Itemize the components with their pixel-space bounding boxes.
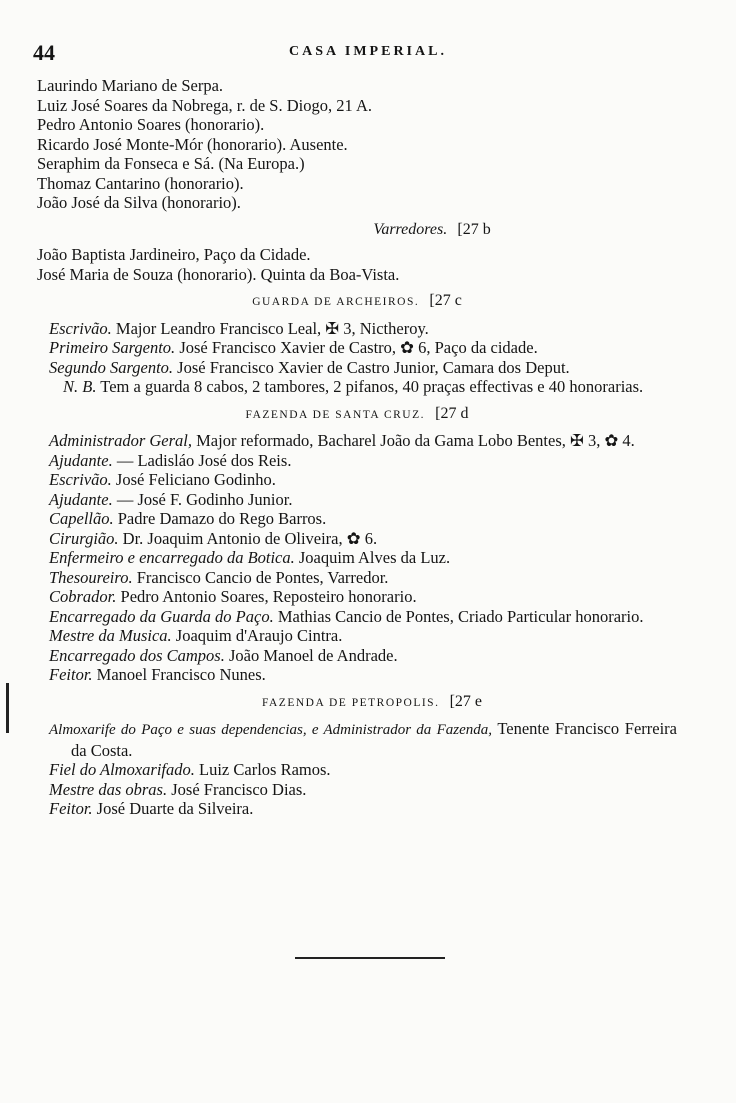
note-text: Tem a guarda 8 cabos, 2 tambores, 2 pifanos, 40 praças effectivas e 40 honorarias. <box>96 377 644 396</box>
entry <box>37 338 677 358</box>
entry-text: Francisco Cancio de Pontes, Varredor. <box>132 567 389 587</box>
entry <box>37 780 677 800</box>
entry-role: Feitor. <box>49 665 93 684</box>
entry-text: — Ladisláo José dos Reis. <box>112 450 292 470</box>
section-title: GUARDA DE ARCHEIROS. <box>252 296 420 308</box>
entry <box>37 490 677 510</box>
entry <box>37 568 677 588</box>
entry <box>37 607 677 627</box>
name-list <box>37 76 677 213</box>
entry <box>37 760 677 780</box>
entry <box>37 529 677 549</box>
entry-role: Feitor. <box>49 799 93 818</box>
list-item: Pedro Antonio Soares (honorario). <box>37 115 265 134</box>
entry-role: Ajudante. <box>49 489 113 509</box>
entry <box>37 451 677 471</box>
entry-role: Thesoureiro. <box>49 567 133 587</box>
entry-text: Luiz Carlos Ramos. <box>194 760 331 779</box>
list-item: Ricardo José Monte-Mór (honorario). Ausente. <box>37 134 348 154</box>
entry-text: José Francisco Xavier de Castro Junior, Camara dos Deput. <box>173 357 570 377</box>
section-ref: [27 c <box>429 292 462 309</box>
entry-role: Capellão. <box>49 509 114 528</box>
end-rule <box>295 957 445 959</box>
entry-text: Joaquim d'Araujo Cintra. <box>171 626 343 645</box>
list-item: João Baptista Jardineiro, Paço da Cidade. <box>37 245 311 264</box>
entry-text: José Duarte da Silveira. <box>92 799 254 818</box>
entry <box>37 587 677 607</box>
entry-text: Major Leandro Francisco Leal, ✠ 3, Nictheroy. <box>111 318 429 338</box>
list-item: Seraphim da Fonseca e Sá. (Na Europa.) <box>37 154 305 173</box>
section-title: FAZENDA DE PETROPOLIS. <box>261 696 440 709</box>
section-ref: [27 d <box>435 404 469 422</box>
entry-text: Joaquim Alves da Luz. <box>294 548 451 567</box>
entry-role: Segundo Sargento. <box>49 357 174 377</box>
entry-role: Enfermeiro e encarregado da Botica. <box>49 548 295 567</box>
section-heading-petropolis <box>37 691 677 714</box>
page-content <box>37 76 677 819</box>
list-item: José Maria de Souza (honorario). Quinta da Boa-Vista. <box>37 264 400 284</box>
entry <box>37 358 677 378</box>
entry-text: Manoel Francisco Nunes. <box>92 665 266 684</box>
entry-text: Dr. Joaquim Antonio de Oliveira, ✿ 6. <box>118 528 378 548</box>
entry-role: Ajudante. <box>49 450 113 470</box>
entry <box>37 719 677 760</box>
section-title: FAZENDA DE SANTA CRUZ. <box>245 408 425 421</box>
page-number: 44 <box>33 40 55 65</box>
section-heading-varredores <box>37 219 677 240</box>
entry-role: Primeiro Sargento. <box>49 338 176 357</box>
running-title: CASA IMPERIAL. <box>289 44 447 59</box>
entry-role: Escrivão. <box>49 318 112 338</box>
entry <box>37 509 677 529</box>
entry-role: Cirurgião. <box>49 528 119 548</box>
entry <box>37 548 677 568</box>
entry-text: — José F. Godinho Junior. <box>112 489 293 509</box>
list-item: Luiz José Soares da Nobrega, r. de S. Diogo, 21 A. <box>37 95 372 115</box>
entry-text: Mathias Cancio de Pontes, Criado Particular honorario. <box>273 606 644 626</box>
entry-text: Major reformado, Bacharel João da Gama Lobo Bentes, ✠ 3, ✿ 4. <box>192 431 635 450</box>
note-label: N. B. <box>63 377 97 396</box>
entry <box>37 665 677 685</box>
entry <box>37 646 677 666</box>
entry <box>37 470 677 490</box>
list-item: João José da Silva (honorario). <box>37 193 241 212</box>
entry <box>37 626 677 646</box>
entry-role: Almoxarife do Paço e suas dependencias, e Administrador da Fazenda, <box>49 722 492 738</box>
entry-role: Mestre das obras. <box>49 779 168 799</box>
page-header <box>0 40 736 66</box>
section-title: Varredores. <box>373 220 448 238</box>
note <box>37 377 677 397</box>
entry-text: Padre Damazo do Rego Barros. <box>113 509 327 528</box>
entry-role: Escrivão. <box>49 470 112 489</box>
entry-text: Tenente Francisco Ferreira da Costa. <box>71 719 678 760</box>
entry <box>37 319 677 339</box>
section-heading-archeiros <box>37 290 677 313</box>
entry-text: João Manoel de Andrade. <box>224 645 398 665</box>
entry-text: José Feliciano Godinho. <box>111 470 276 489</box>
list-item: Thomaz Cantarino (honorario). <box>37 173 244 193</box>
entry-role: Encarregado dos Campos. <box>49 645 225 665</box>
entry-text: José Francisco Dias. <box>167 779 307 799</box>
entry-text: José Francisco Xavier de Castro, ✿ 6, Paço da cidade. <box>175 338 538 357</box>
entry-role: Encarregado da Guarda do Paço. <box>49 606 274 626</box>
list-item: Laurindo Mariano de Serpa. <box>37 76 224 95</box>
entry-role: Fiel do Almoxarifado. <box>49 760 195 779</box>
entry <box>37 431 677 451</box>
section-ref: [27 e <box>449 692 483 710</box>
entry <box>37 799 677 819</box>
margin-mark <box>6 683 9 733</box>
section-ref: [27 b <box>457 220 491 238</box>
section-heading-santa-cruz <box>37 403 677 426</box>
entry-role: Mestre da Musica. <box>49 626 172 645</box>
entry-text: Pedro Antonio Soares, Reposteiro honorario. <box>116 587 417 606</box>
entry-role: Administrador Geral, <box>49 431 193 450</box>
entry-role: Cobrador. <box>49 587 117 606</box>
